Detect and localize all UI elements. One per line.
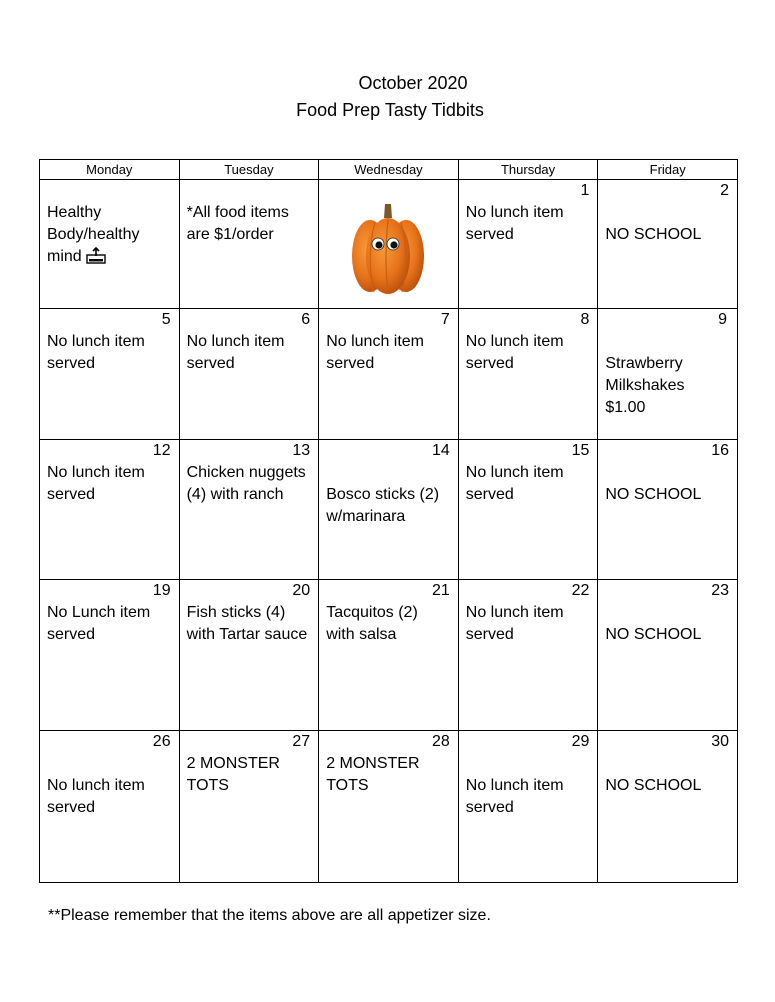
- calendar-week: [40, 731, 738, 883]
- page-title: Food Prep Tasty Tidbits: [296, 100, 484, 120]
- day-number: 30: [711, 733, 729, 750]
- menu-text: Strawberry Milkshakes $1.00: [605, 355, 685, 416]
- day-number: 16: [711, 442, 729, 459]
- weekday-header: Tuesday: [179, 160, 319, 180]
- day-number: 12: [152, 442, 171, 459]
- menu-text: No lunch item served: [465, 204, 564, 243]
- menu-text: No lunch item served: [186, 333, 285, 372]
- menu-text: No Lunch item served: [47, 604, 151, 643]
- day-cell: [598, 309, 738, 440]
- day-number: 13: [292, 442, 311, 459]
- menu-text: Healthy Body/healthy mind: [47, 204, 140, 265]
- menu-text: NO SCHOOL: [605, 777, 702, 794]
- day-number: 7: [440, 311, 450, 328]
- day-number: 22: [571, 582, 590, 599]
- day-cell: [319, 180, 459, 309]
- day-cell: [40, 309, 180, 440]
- calendar-week: [40, 440, 738, 580]
- day-cell: [179, 580, 319, 731]
- calendar-week: [40, 580, 738, 731]
- day-cell: [179, 180, 319, 309]
- day-number: 23: [711, 582, 729, 599]
- day-number: 26: [152, 733, 171, 750]
- menu-text: No lunch item served: [465, 604, 564, 643]
- menu-text: Chicken nuggets (4) with ranch: [186, 464, 306, 503]
- day-menu: [47, 202, 171, 268]
- day-cell: [40, 180, 180, 309]
- day-number: 8: [580, 311, 590, 328]
- day-number: [187, 180, 311, 202]
- day-number: 21: [431, 582, 450, 599]
- day-cell: [458, 309, 598, 440]
- day-cell: [598, 180, 738, 309]
- pumpkin-icon: [348, 200, 428, 296]
- day-cell: [458, 731, 598, 883]
- day-cell: [458, 180, 598, 309]
- day-number: [47, 180, 171, 202]
- day-number: 14: [431, 442, 450, 459]
- menu-text: No lunch item served: [326, 333, 425, 372]
- menu-text: NO SCHOOL: [605, 486, 702, 503]
- menu-text: Fish sticks (4) with Tartar sauce: [186, 604, 308, 643]
- menu-text: NO SCHOOL: [605, 626, 702, 643]
- day-cell: [319, 731, 459, 883]
- day-number: 29: [571, 733, 590, 750]
- day-number: 15: [571, 442, 590, 459]
- day-cell: [319, 580, 459, 731]
- calendar-table: [39, 159, 738, 883]
- footnote: **Please remember that the items above are all appetizer size.: [48, 907, 491, 924]
- menu-text: 2 MONSTER TOTS: [186, 755, 280, 794]
- day-cell: [40, 731, 180, 883]
- person-on-scale-icon: [86, 246, 106, 264]
- day-number: 5: [161, 311, 171, 328]
- menu-text: No lunch item served: [465, 777, 564, 816]
- weekday-header: Wednesday: [319, 160, 459, 180]
- weekday-header: Monday: [40, 160, 180, 180]
- calendar-month: October 2020: [358, 73, 468, 93]
- weekday-header: Thursday: [458, 160, 598, 180]
- menu-text: 2 MONSTER TOTS: [326, 755, 420, 794]
- day-number: 19: [152, 582, 171, 599]
- weekday-header: Friday: [598, 160, 738, 180]
- day-cell: [598, 580, 738, 731]
- menu-text: No lunch item served: [47, 333, 145, 372]
- day-number: 20: [292, 582, 311, 599]
- menu-text: Bosco sticks (2) w/marinara: [326, 486, 440, 525]
- day-cell: [598, 440, 738, 580]
- day-cell: [179, 731, 319, 883]
- day-cell: [179, 309, 319, 440]
- day-number: 28: [431, 733, 450, 750]
- calendar-week: [40, 180, 738, 309]
- day-number: 9: [718, 311, 727, 328]
- day-cell: [179, 440, 319, 580]
- day-number: 2: [720, 182, 729, 199]
- day-cell: [458, 580, 598, 731]
- day-number: 27: [292, 733, 311, 750]
- menu-text: No lunch item served: [47, 777, 145, 816]
- day-cell: [598, 731, 738, 883]
- day-cell: [319, 309, 459, 440]
- menu-text: NO SCHOOL: [605, 226, 702, 243]
- day-cell: [40, 440, 180, 580]
- weekday-header-row: [40, 160, 738, 180]
- calendar-week: [40, 309, 738, 440]
- day-cell: [319, 440, 459, 580]
- day-cell: [40, 580, 180, 731]
- menu-text: *All food items are $1/order: [186, 204, 289, 243]
- menu-text: Tacquitos (2) with salsa: [326, 604, 418, 643]
- menu-text: No lunch item served: [465, 464, 564, 503]
- menu-text: No lunch item served: [47, 464, 145, 503]
- day-cell: [458, 440, 598, 580]
- day-number: 1: [580, 182, 590, 199]
- day-number: 6: [301, 311, 311, 328]
- menu-text: No lunch item served: [465, 333, 564, 372]
